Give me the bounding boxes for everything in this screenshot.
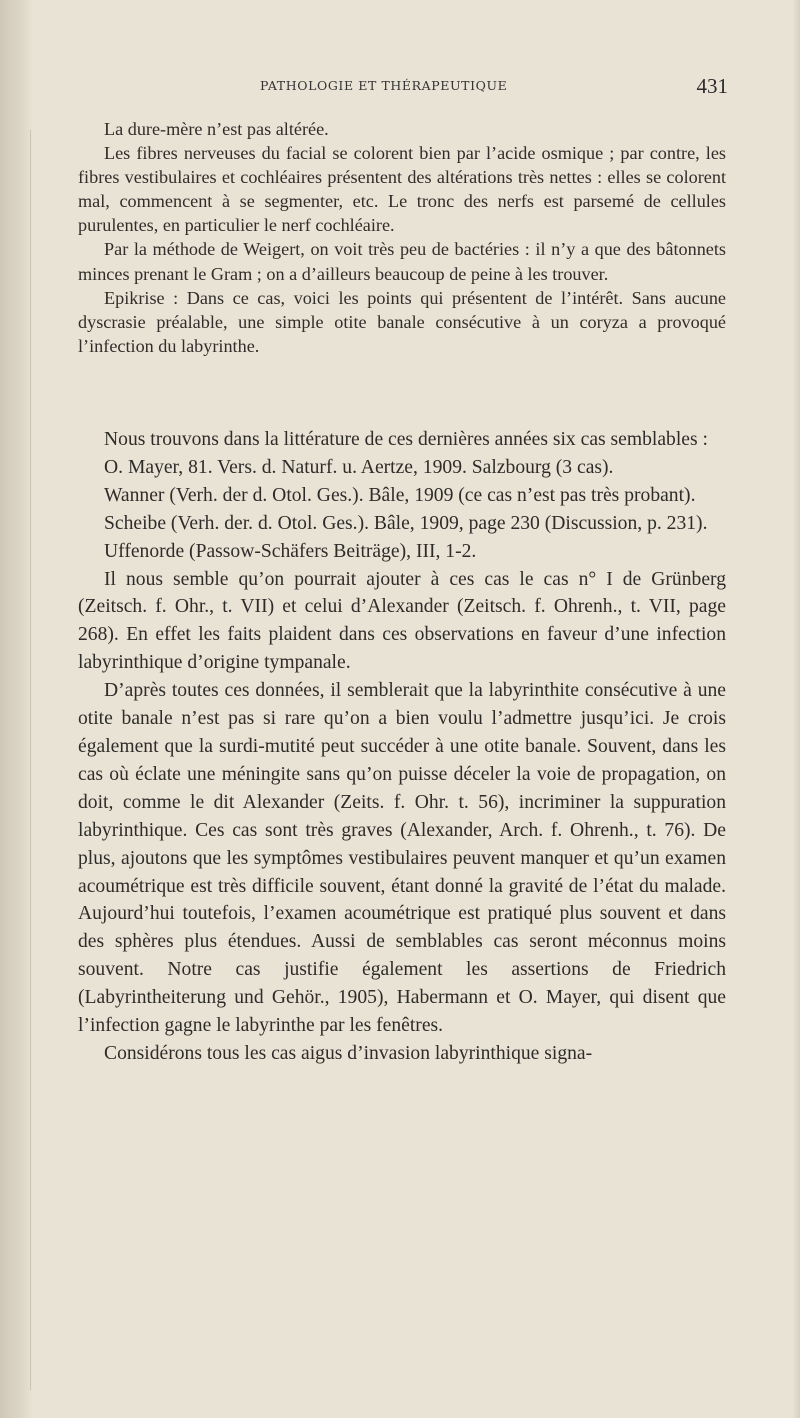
reference-entry: Scheibe (Verh. der. d. Otol. Ges.). Bâle, 1909, page 230 (Discussion, p. 231).: [104, 512, 708, 534]
paragraph: Les fibres nerveuses du facial se colorent bien par l’acide osmique ; par contre, les fibres vestibulaires et cochléaires présentent des altérations très nettes : elles se colorent mal, commencent à se segmenter, etc. Le tronc des nerfs est parsemé de cellules purulentes, en particulier le nerf cochléaire.: [78, 143, 726, 236]
page-edge: [30, 130, 31, 1390]
paragraph: D’après toutes ces données, il semblerait que la labyrinthite consécutive à une otite banale n’est pas si rare qu’on a bien voulu l’admettre jusqu’ici. Je crois également que la surdi-mutité peut succéder à une otite banale. Souvent, dans les cas où éclate une méningite sans qu’on puisse déceler la voie de propagation, on doit, comme le dit Alexander (Zeits. f. Ohr. t. 56), incriminer la suppuration labyrinthique. Ces cas sont très graves (Alexander, Arch. f. Ohrenh., t. 76). De plus, ajoutons que les symptômes vestibulaires peuvent manquer et qu’un examen acoumétrique est très difficile souvent, étant donné la gravité de l’état du malade. Aujourd’hui toutefois, l’examen acoumétrique est pratiqué plus souvent et dans des sphères plus étendues. Aussi de semblables cas seront méconnus moins souvent. Notre cas justifie également les assertions de Friedrich (Labyrintheiterung und Gehör., 1905), Habermann et O. Mayer, qui disent que l’infection gagne le labyrinthe par les fenêtres.: [78, 680, 726, 1037]
paragraph: Il nous semble qu’on pourrait ajouter à ces cas le cas n° I de Grünberg (Zeitsch. f. Ohr., t. VII) et celui d’Alexander (Zeitsch. f. Ohrenh., t. VII, page 268). En effet les faits plaident dans ces observations en faveur d’une infection labyrinthique d’origine tympanale.: [78, 568, 726, 674]
page-number: 431: [696, 74, 728, 98]
paragraph: Par la méthode de Weigert, on voit très peu de bactéries : il n’y a que des bâtonnets minces prenant le Gram ; on a d’ailleurs beaucoup de peine à les trouver.: [78, 239, 726, 284]
page-right-edge: [792, 0, 800, 1418]
paragraph: Epikrise : Dans ce cas, voici les points qui présentent de l’intérêt. Sans aucune dyscrasie préalable, une simple otite banale consécutive à un coryza a provoqué l’infection du labyrinthe.: [78, 287, 726, 356]
running-title: PATHOLOGIE ET THÉRAPEUTIQUE: [260, 78, 508, 93]
page-header: [78, 74, 728, 102]
paragraph: Nous trouvons dans la littérature de ces dernières années six cas semblables :: [104, 429, 708, 450]
paragraph: Considérons tous les cas aigus d’invasion labyrinthique signa-: [104, 1042, 593, 1064]
reference-entry: O. Mayer, 81. Vers. d. Naturf. u. Aertze, 1909. Salzbourg (3 cas).: [104, 456, 614, 478]
case-report-section: [78, 117, 726, 358]
page-gutter-shadow: [0, 0, 34, 1418]
reference-entry: Wanner (Verh. der d. Otol. Ges.). Bâle, 1909 (ce cas n’est pas très probant).: [104, 484, 696, 506]
reference-entry: Uffenorde (Passow-Schäfers Beiträge), III, 1-2.: [104, 540, 477, 562]
discussion-section: [78, 426, 726, 1068]
paragraph: La dure-mère n’est pas altérée.: [104, 119, 329, 139]
